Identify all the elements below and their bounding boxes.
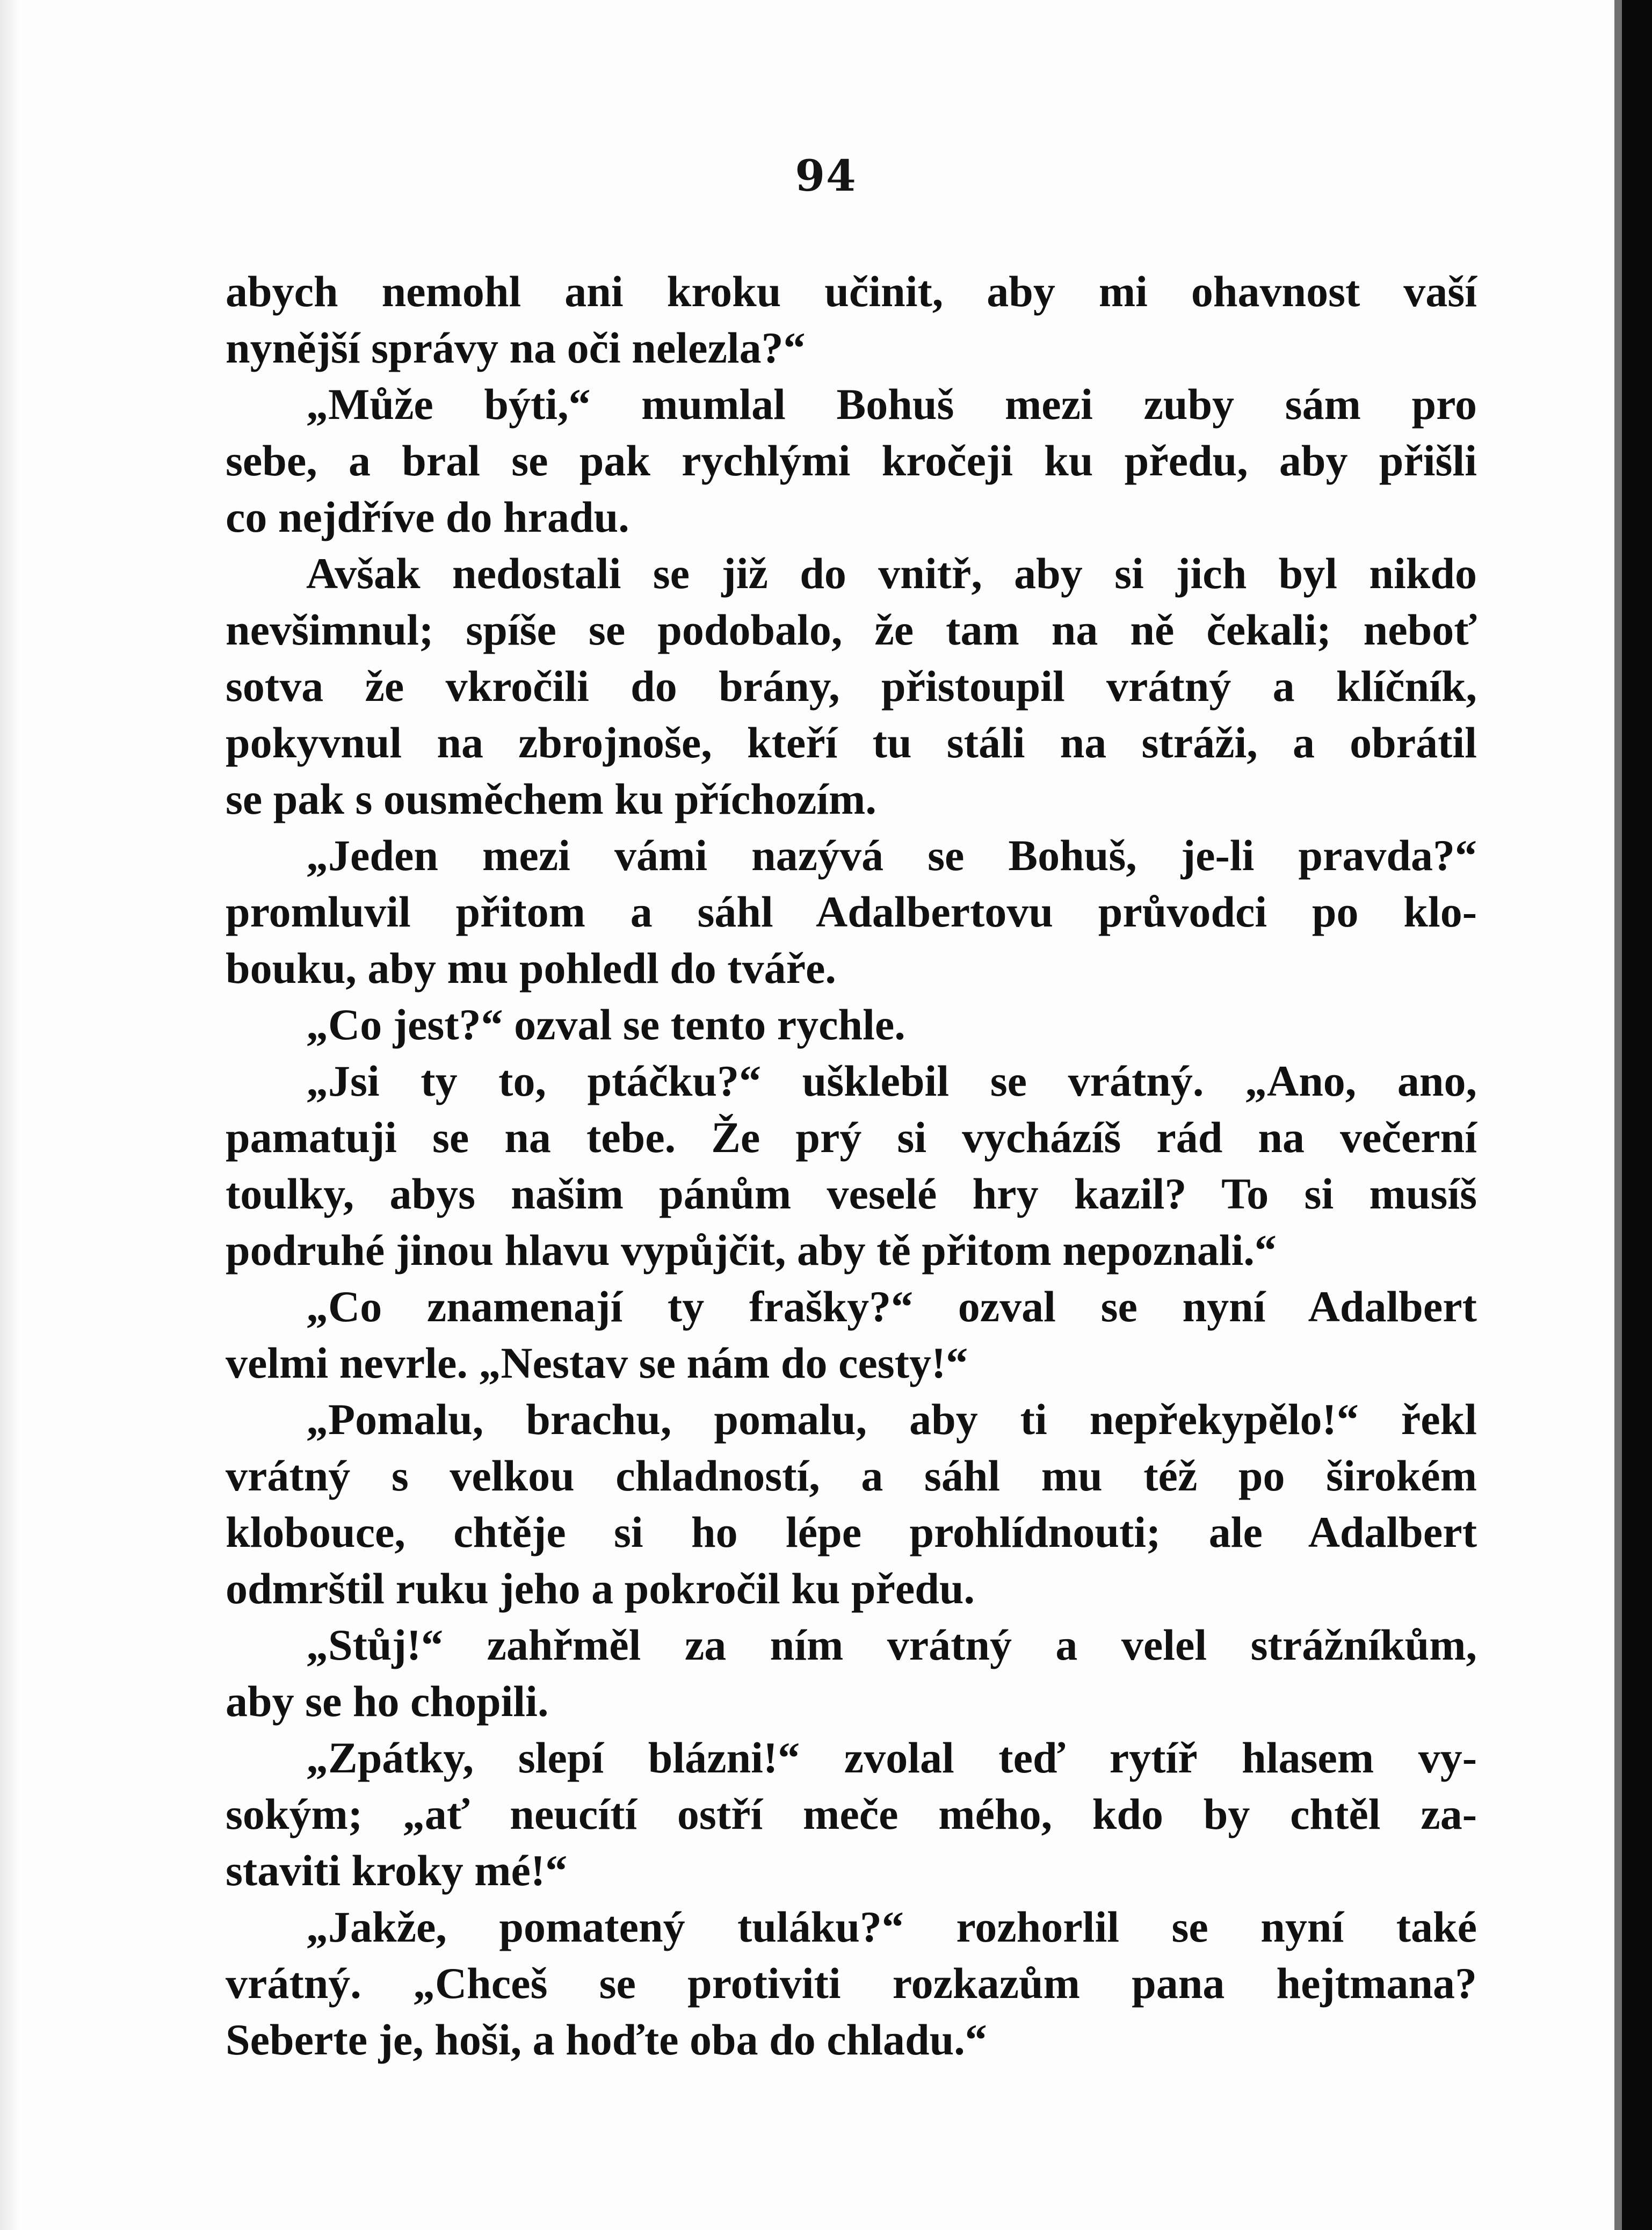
page-number: 94 bbox=[795, 150, 857, 201]
text-line: sebe, a bral se pak rychlými kročeji ku předu, aby přišli bbox=[226, 436, 1477, 485]
text-line: Seberte je, hoši, a hoďte oba do chladu.“ bbox=[226, 2015, 987, 2064]
text-line: abych nemohl ani kroku učinit, aby mi ohavnost vaší bbox=[226, 267, 1477, 316]
page-right-shadow bbox=[1614, 0, 1622, 2230]
text-line: pokyvnul na zbrojnoše, kteří tu stáli na stráži, a obrátil bbox=[226, 718, 1477, 767]
text-line: „Jakže, pomatený tuláku?“ rozhorlil se nyní také bbox=[306, 1902, 1477, 1951]
text-line: bouku, aby mu pohledl do tváře. bbox=[226, 944, 836, 993]
text-line: vrátný s velkou chladností, a sáhl mu též po širokém bbox=[226, 1451, 1477, 1500]
text-line: „Co znamenají ty frašky?“ ozval se nyní Adalbert bbox=[306, 1282, 1477, 1331]
text-line: promluvil přitom a sáhl Adalbertovu průvodci po klo- bbox=[226, 887, 1477, 936]
text-line: aby se ho chopili. bbox=[226, 1677, 549, 1726]
text-line: nynější správy na oči nelezla?“ bbox=[226, 323, 806, 372]
text-line: „Jsi ty to, ptáčku?“ ušklebil se vrátný. „Ano, ano, bbox=[306, 1056, 1477, 1105]
text-line: sotva že vkročili do brány, přistoupil vrátný a klíčník, bbox=[226, 662, 1477, 711]
text-line: klobouce, chtěje si ho lépe prohlídnouti; ale Adalbert bbox=[226, 1508, 1477, 1556]
text-line: podruhé jinou hlavu vypůjčit, aby tě přitom nepoznali.“ bbox=[226, 1226, 1277, 1275]
text-line: se pak s ousměchem ku příchozím. bbox=[226, 774, 876, 823]
text-line: „Stůj!“ zahřměl za ním vrátný a velel strážníkům, bbox=[306, 1620, 1477, 1669]
text-line: odmrštil ruku jeho a pokročil ku předu. bbox=[226, 1564, 975, 1613]
text-line: pamatuji se na tebe. Že prý si vycházíš rád na večerní bbox=[226, 1113, 1477, 1162]
text-line: „Pomalu, brachu, pomalu, aby ti nepřekypělo!“ řekl bbox=[306, 1395, 1477, 1444]
text-line: sokým; „ať neucítí ostří meče mého, kdo by chtěl za- bbox=[226, 1790, 1477, 1838]
text-line: „Jeden mezi vámi nazývá se Bohuš, je-li pravda?“ bbox=[306, 831, 1477, 880]
text-line: nevšimnul; spíše se podobalo, že tam na ně čekali; neboť bbox=[226, 605, 1477, 654]
page-left-edge bbox=[0, 0, 21, 2230]
text-line: Avšak nedostali se již do vnitř, aby si jich byl nikdo bbox=[306, 549, 1477, 598]
text-line: staviti kroky mé!“ bbox=[226, 1846, 568, 1895]
page-right-border bbox=[1622, 0, 1652, 2230]
text-line: „Co jest?“ ozval se tento rychle. bbox=[306, 1000, 905, 1049]
text-line: toulky, abys našim pánům veselé hry kazil? To si musíš bbox=[226, 1169, 1477, 1218]
text-line: vrátný. „Chceš se protiviti rozkazům pana hejtmana? bbox=[226, 1959, 1477, 2008]
text-line: „Zpátky, slepí blázni!“ zvolal teď rytíř hlasem vy- bbox=[306, 1733, 1477, 1782]
text-line: co nejdříve do hradu. bbox=[226, 493, 629, 541]
text-line: velmi nevrle. „Nestav se nám do cesty!“ bbox=[226, 1338, 968, 1387]
text-line: „Může býti,“ mumlal Bohuš mezi zuby sám pro bbox=[306, 380, 1477, 429]
body-text bbox=[226, 263, 1477, 2068]
